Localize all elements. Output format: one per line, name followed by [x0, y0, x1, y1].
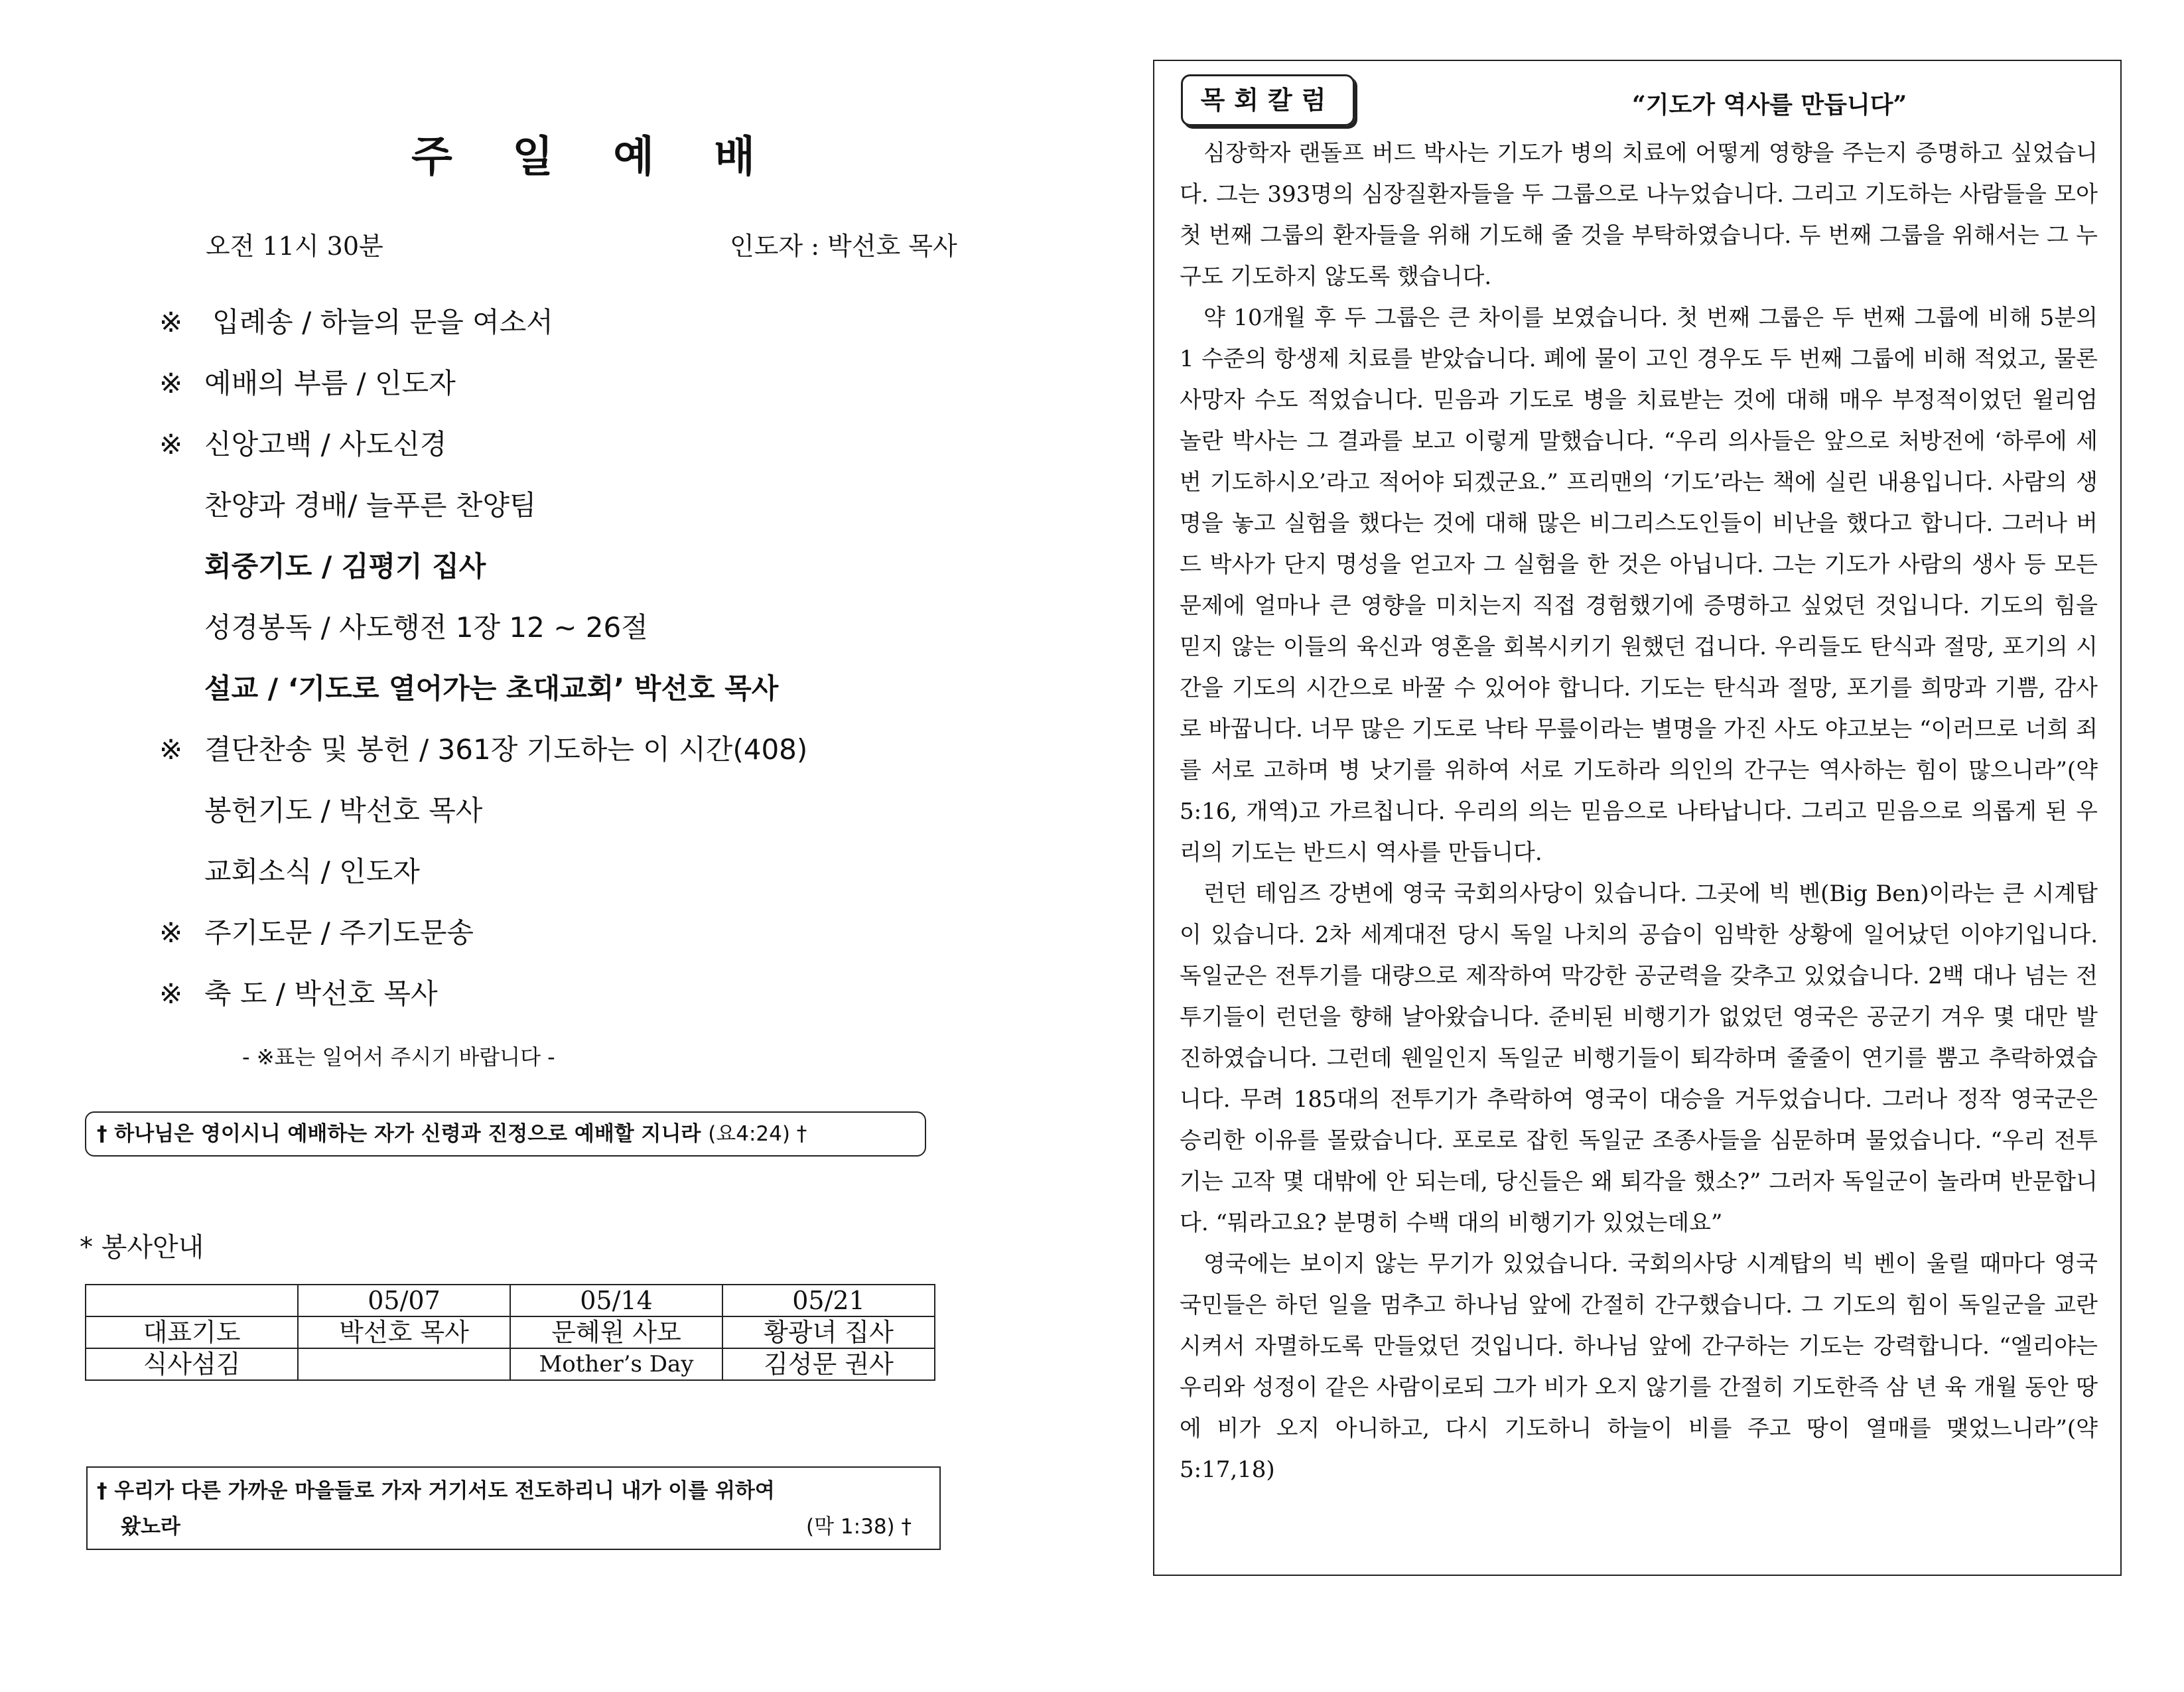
stand-mark: ※ [159, 306, 183, 338]
service-heading: * 봉사안내 [80, 1232, 204, 1263]
date-header: 05/07 [298, 1285, 510, 1316]
verse-line: 왔노라 [121, 1515, 180, 1539]
stand-mark: ※ [159, 367, 183, 399]
table-cell [298, 1348, 510, 1380]
order-text: 봉헌기도 / 박선호 목사 [204, 794, 483, 827]
order-item [159, 424, 1022, 485]
order-of-worship [159, 302, 1022, 1034]
order-text: 설교 / ‘기도로 열어가는 초대교회’ 박선호 목사 [204, 672, 779, 705]
order-item [159, 729, 1022, 790]
order-text: 결단찬송 및 봉헌 / 361장 기도하는 이 시간(408) [204, 733, 808, 766]
left-page [0, 0, 1075, 1692]
stand-mark [159, 546, 204, 607]
column-paragraph: 심장학자 랜돌프 버드 박사는 기도가 병의 치료에 어떻게 영향을 주는지 증명하고 싶었습니다. 그는 393명의 심장질환자들을 두 그룹으로 나누었습니다. 그리고 기도하는 사람들을 모아 첫 번째 그룹의 환자들을 위해 기도해 줄 것을 부탁하였습니다. 두 번째 그룹을 위해서는 그 누구도 기도하지 않도록 했습니다. [1180, 140, 2098, 290]
column-paragraph: 런던 테임즈 강변에 영국 국회의사당이 있습니다. 그곳에 빅 벤(Big Ben)이라는 큰 시계탑이 있습니다. 2차 세계대전 당시 독일 나치의 공습이 임박한 상황에 일어났던 이야기입니다. 독일군은 전투기를 대량으로 제작하여 막강한 공군력을 갖추고 있었습니다. 2백 대나 넘는 전투기들이 런던을 향해 날아왔습니다. 준비된 비행기가 없었던 영국은 공군기 겨우 몇 대만 발진하였습니다. 그런데 웬일인지 독일군 비행기들이 퇴각하며 줄줄이 연기를 뿜고 추락하였습니다. 무려 185대의 전투기가 추락하여 영국이 대승을 거두었습니다. 그러나 정작 영국군은 승리한 이유를 몰랐습니다. 포로로 잡힌 독일군 조종사들을 심문하며 물었습니다. “우리 전투기는 고작 몇 대밖에 안 되는데, 당신들은 왜 퇴각을 했소?” 그러자 독일군이 놀라며 반문합니다. “뭐라고요? 분명히 수백 대의 비행기가 있었는데요” [1180, 881, 2098, 1236]
date-header: 05/21 [722, 1285, 935, 1316]
order-item [159, 668, 1022, 729]
stand-mark [159, 607, 204, 668]
table-row [86, 1285, 935, 1316]
stand-mark [159, 851, 204, 912]
order-item [159, 546, 1022, 607]
order-item [159, 790, 1022, 851]
column-paragraph: 영국에는 보이지 않는 무기가 있었습니다. 국회의사당 시계탑의 빅 벤이 울릴 때마다 영국 국민들은 하던 일을 멈추고 하나님 앞에 간절히 간구했습니다. 그 기도의 힘이 독일군을 교란시켜서 자멸하도록 만들었던 것입니다. 하나님 앞에 간구하는 기도는 강력합니다. “엘리야는 우리와 성정이 같은 사람이로되 그가 비가 오지 않기를 간절히 기도한즉 삼 년 육 개월 동안 땅에 비가 오지 아니하고, 다시 기도하니 하늘이 비를 주고 땅이 열매를 맺었느니라”(약 5:17,18) [1180, 1251, 2098, 1483]
order-item [159, 912, 1022, 973]
role-cell: 식사섬김 [86, 1348, 298, 1380]
order-item [159, 607, 1022, 668]
stand-mark: ※ [159, 733, 183, 766]
stand-mark: ※ [159, 916, 183, 949]
table-cell: 황광녀 집사 [722, 1316, 935, 1348]
verse-line: † 우리가 다른 가까운 마을들로 가자 거기서도 전도하리니 내가 이를 위하여 [97, 1479, 775, 1503]
order-text: 찬양과 경배/ 늘푸른 찬양팀 [204, 489, 537, 522]
service-time: 오전 11시 30분 [206, 232, 383, 261]
order-text: 예배의 부름 / 인도자 [204, 367, 456, 399]
stand-mark [159, 790, 204, 851]
order-item [159, 851, 1022, 912]
verse-line-2 [97, 1509, 930, 1545]
order-text: 성경봉독 / 사도행전 1장 12 ~ 26절 [204, 611, 648, 644]
order-item [159, 485, 1022, 546]
stand-mark: ※ [159, 428, 183, 460]
verse-box-john [85, 1111, 926, 1157]
table-cell: Mother’s Day [510, 1348, 722, 1380]
table-cell: 박선호 목사 [298, 1316, 510, 1348]
table-row [86, 1316, 935, 1348]
order-text: 입례송 / 하늘의 문을 여소서 [212, 306, 553, 338]
order-item [159, 973, 1022, 1034]
verse-reference: (요4:24) † [708, 1122, 807, 1146]
role-cell: 대표기도 [86, 1316, 298, 1348]
date-header: 05/14 [510, 1285, 722, 1316]
order-text: 교회소식 / 인도자 [204, 855, 420, 888]
page-title: 주 일 예 배 [411, 133, 778, 182]
stand-mark [159, 485, 204, 546]
column-body [1180, 133, 2098, 1490]
order-item [159, 363, 1022, 424]
stand-mark: ※ [159, 977, 183, 1010]
column-title: “기도가 역사를 만듭니다” [1632, 91, 1907, 119]
verse-text: † 하나님은 영이시니 예배하는 자가 신령과 진정으로 예배할 지니라 [97, 1122, 701, 1146]
order-text: 주기도문 / 주기도문송 [204, 916, 474, 949]
stand-note: - ※표는 일어서 주시기 바랍니다 - [242, 1044, 555, 1070]
table-cell: 김성문 권사 [722, 1348, 935, 1380]
verse-reference: (막 1:38) † [806, 1515, 912, 1539]
table-cell [86, 1285, 298, 1316]
order-text: 신앙고백 / 사도신경 [204, 428, 447, 460]
table-row [86, 1348, 935, 1380]
stand-mark [159, 668, 204, 729]
column-badge: 목회칼럼 [1181, 74, 1355, 126]
order-item [159, 302, 1022, 363]
order-text: 축 도 / 박선호 목사 [204, 977, 438, 1010]
service-table [85, 1284, 935, 1381]
verse-box-mark [86, 1466, 941, 1550]
pastor-column [1153, 60, 2122, 1576]
order-text: 회중기도 / 김평기 집사 [204, 550, 486, 583]
column-paragraph: 약 10개월 후 두 그룹은 큰 차이를 보였습니다. 첫 번째 그룹은 두 번째 그룹에 비해 5분의 1 수준의 항생제 치료를 받았습니다. 폐에 물이 고인 경우도 두 번째 그룹에 비해 적었고, 물론 사망자 수도 적었습니다. 믿음과 기도로 병을 치료받는 것에 대해 매우 부정적이었던 윌리엄 놀란 박사는 그 결과를 보고 이렇게 말했습니다. “우리 의사들은 앞으로 처방전에 ‘하루에 세 번 기도하시오’라고 적어야 되겠군요.” 프리맨의 ‘기도’라는 책에 실린 내용입니다. 사람의 생명을 놓고 실험을 했다는 것에 대해 많은 비그리스도인들이 비난을 했다고 합니다. 그러나 버드 박사가 단지 명성을 얻고자 그 실험을 한 것은 아닙니다. 그는 기도가 사람의 생사 등 모든 문제에 얼마나 큰 영향을 미치는지 직접 경험했기에 증명하고 싶었던 것입니다. 기도의 힘을 믿지 않는 이들의 육신과 영혼을 회복시키기 원했던 겁니다. 우리들도 탄식과 절망, 포기의 시간을 기도의 시간으로 바꿀 수 있어야 합니다. 기도는 탄식과 절망, 포기를 희망과 기쁨, 감사로 바꿉니다. 너무 많은 기도로 낙타 무릎이라는 별명을 가진 사도 야고보는 “이러므로 너희 죄를 서로 고하며 병 낫기를 위하여 서로 기도하라 의인의 간구는 역사하는 힘이 많으니라”(약 5:16, 개역)고 가르칩니다. 우리의 의는 믿음으로 나타납니다. 그리고 믿음으로 의롭게 된 우리의 기도는 반드시 역사를 만듭니다. [1180, 305, 2098, 866]
table-cell: 문혜원 사모 [510, 1316, 722, 1348]
service-leader: 인도자 : 박선호 목사 [730, 232, 957, 261]
